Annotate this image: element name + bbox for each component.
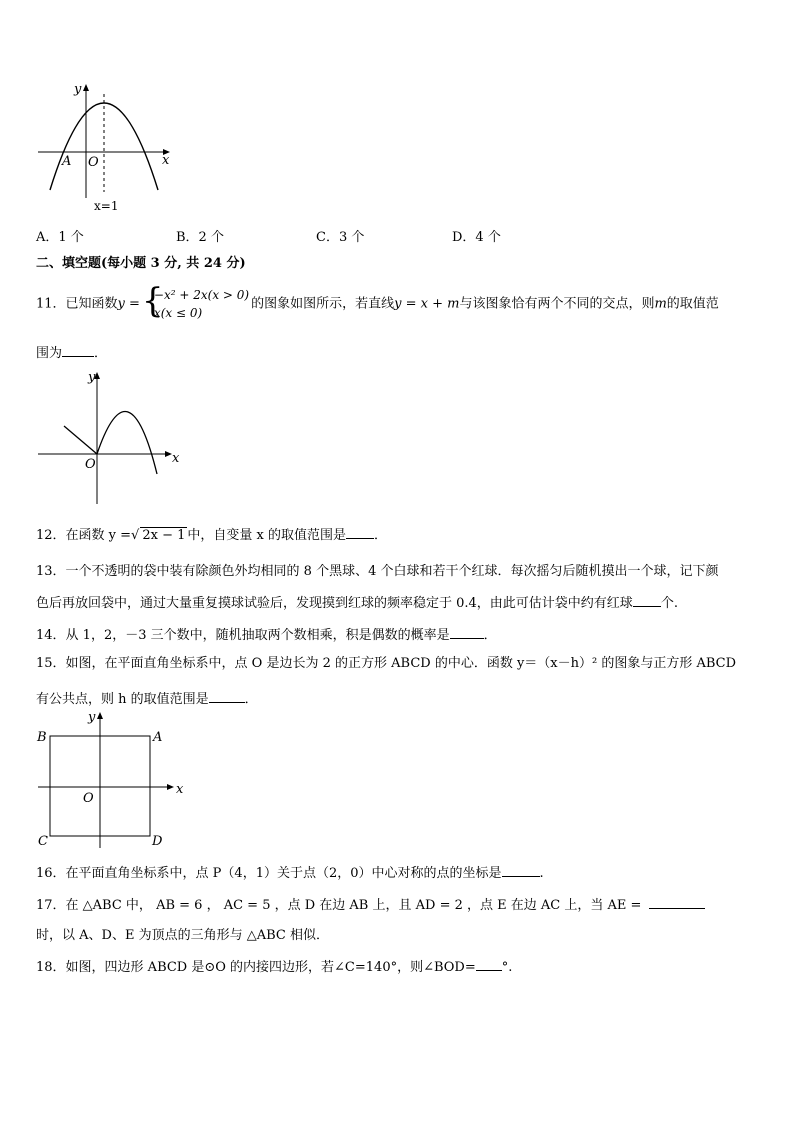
q12-end: ．	[373, 528, 387, 543]
x-axis-arrow	[165, 451, 172, 457]
q18-text: 18．如图，四边形 ABCD 是⊙O 的内接四边形，若∠C=140°，则∠BOD=	[36, 960, 476, 975]
q12-radicand: 2x − 1	[142, 528, 186, 543]
q17-line1: 17．在 △ABC 中， AB = 6 ， AC = 5 ，点 D 在边 AB 上，且 AD = 2 ，点 E 在边 AC 上，当 AE =	[36, 898, 642, 913]
y-label: y	[88, 370, 96, 385]
q11-answer-blank[interactable]	[62, 344, 94, 357]
q15-square-figure	[34, 708, 194, 850]
vertex-d-label: D	[152, 834, 163, 849]
q11-m: m	[654, 296, 667, 312]
choice-b: B．2 个	[176, 230, 224, 245]
question-12	[36, 526, 387, 544]
q13-end: 个.	[660, 596, 678, 611]
question-17-line2: 时，以 A、D、E 为顶点的三角形与 △ABC 相似．	[36, 928, 329, 943]
q12-prefix: 12．在函数 y =	[36, 528, 132, 543]
choice-a: A．1 个	[36, 230, 84, 245]
q11-line: y = x + m	[394, 296, 460, 312]
q14-answer-blank[interactable]	[450, 626, 484, 639]
q11-end: ．	[94, 346, 108, 361]
section-header: 二、填空题(每小题 3 分, 共 24 分)	[36, 256, 246, 271]
q11-mid2: 与该图象恰有两个不同的交点，则	[459, 296, 655, 312]
vertex-c-label: C	[38, 834, 48, 849]
symmetry-line-label: x=1	[94, 199, 119, 213]
q18-answer-blank[interactable]	[476, 958, 502, 971]
question-17-line1	[36, 896, 705, 914]
parabola-arc	[97, 412, 157, 474]
left-ray	[64, 426, 97, 454]
question-13-line2	[36, 594, 678, 612]
q11-piecewise	[141, 281, 250, 324]
question-13-line1: 13．一个不透明的袋中装有除颜色外均相同的 8 个黑球、4 个白球和若干个红球．每次摇匀后随机摸出一个球，记下颜	[36, 564, 719, 579]
q12-suffix: 中，自变量 x 的取值范围是	[187, 528, 346, 543]
origin-label: O	[83, 791, 94, 806]
x-label: x	[162, 153, 170, 168]
y-label: y	[88, 710, 96, 725]
question-11	[36, 281, 719, 325]
q18-end: °.	[501, 960, 513, 975]
parabola-curve	[50, 103, 158, 190]
q16-end: .	[539, 866, 544, 881]
q14-text: 14．从 1，2，－3 三个数中，随机抽取两个数相乘，积是偶数的概率是	[36, 628, 450, 643]
origin-label: O	[85, 457, 96, 472]
x-axis-arrow	[167, 784, 174, 790]
q11-y-eq: y =	[117, 296, 140, 312]
question-18	[36, 958, 512, 976]
q13-line2: 色后再放回袋中，通过大量重复摸球试验后，发现摸到红球的频率稳定于 0.4，由此可估计袋中约有红球	[36, 596, 633, 611]
question-15-line1: 15．如图，在平面直角坐标系中，点 O 是边长为 2 的正方形 ABCD 的中心．函数 y＝（x－h）² 的图象与正方形 ABCD	[36, 656, 737, 671]
q15-end: ．	[244, 692, 258, 707]
question-14	[36, 626, 497, 644]
q11-line2: 围为	[36, 346, 63, 361]
q11-tail: 的取值范	[666, 296, 719, 312]
q17-answer-blank[interactable]	[649, 896, 705, 909]
point-a-label: A	[62, 154, 72, 169]
q11-piece-1: −x² + 2x(x > 0)	[153, 287, 250, 302]
question-15-line2	[36, 690, 258, 708]
x-label: x	[176, 782, 184, 797]
q10-parabola-figure	[34, 80, 184, 215]
q11-mid: 的图象如图所示，若直线	[251, 296, 395, 312]
q11-piece-2: x(x ≤ 0)	[153, 305, 203, 320]
y-label: y	[74, 82, 82, 97]
y-axis-arrow	[97, 712, 103, 719]
q11-brace: {	[141, 281, 164, 321]
q12-answer-blank[interactable]	[346, 526, 374, 539]
q11-prefix: 11．已知函数	[36, 296, 118, 312]
choice-c: C．3 个	[316, 230, 365, 245]
q16-text: 16．在平面直角坐标系中，点 P（4，1）关于点（2，0）中心对称的点的坐标是	[36, 866, 502, 881]
question-16	[36, 864, 544, 882]
q15-answer-blank[interactable]	[209, 690, 245, 703]
origin-label: O	[88, 155, 99, 170]
vertex-a-label: A	[153, 730, 163, 745]
vertex-b-label: B	[37, 730, 47, 745]
q15-line2: 有公共点，则 h 的取值范围是	[36, 692, 209, 707]
q13-answer-blank[interactable]	[633, 594, 661, 607]
y-axis-arrow	[83, 84, 89, 91]
q16-answer-blank[interactable]	[502, 864, 540, 877]
choice-d: D．4 个	[452, 230, 501, 245]
q12-radical-sign: √	[131, 528, 140, 543]
q11-function-figure	[34, 364, 184, 506]
q14-end: ．	[483, 628, 497, 643]
question-11-line2	[36, 344, 107, 362]
x-label: x	[172, 451, 180, 466]
